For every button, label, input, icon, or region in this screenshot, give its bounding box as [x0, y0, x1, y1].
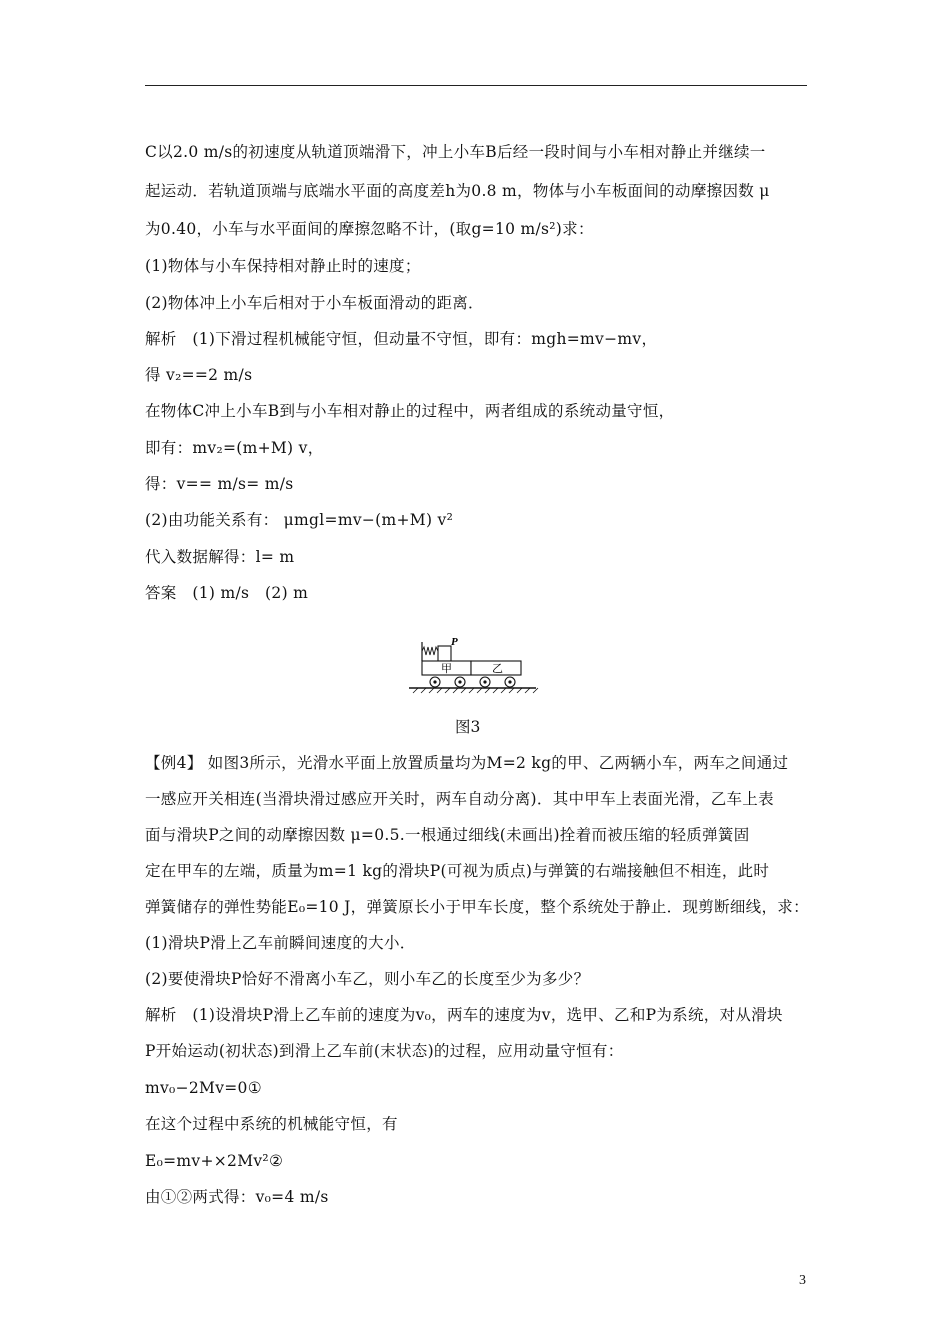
text-line: 由①②两式得：v₀=4 m/s	[145, 1188, 329, 1206]
text-line: 一感应开关相连(当滑块滑过感应开关时，两车自动分离)．其中甲车上表面光滑，乙车上表	[145, 790, 774, 808]
wheels	[430, 677, 515, 687]
text-line: (1)物体与小车保持相对静止时的速度；	[145, 257, 421, 275]
text-line: (2)由功能关系有： μmgl=mv−(m+M) v²	[145, 511, 454, 529]
text-line: 解析 (1)下滑过程机械能守恒，但动量不守恒，即有：mgh=mv−mv，	[145, 330, 658, 348]
header-rule	[145, 85, 807, 86]
text-line: 弹簧储存的弹性势能E₀=10 J，弹簧原长小于甲车长度，整个系统处于静止．现剪断细线，求：	[145, 898, 809, 916]
text-line: (1)滑块P滑上乙车前瞬间速度的大小．	[145, 934, 416, 952]
ground-hatching	[413, 688, 538, 693]
label-yi: 乙	[492, 662, 503, 675]
text-line: 为0.40，小车与水平面间的摩擦忽略不计，(取g=10 m/s²)求：	[145, 220, 594, 238]
text-line: 代入数据解得：l= m	[145, 548, 295, 566]
text-line: 即有：mv₂=(m+M) v，	[145, 439, 324, 457]
text-line: 定在甲车的左端，质量为m=1 kg的滑块P(可视为质点)与弹簧的右端接触但不相连，此时	[145, 862, 770, 880]
text-line: 得 v₂==2 m/s	[145, 366, 253, 384]
text-line: P开始运动(初状态)到滑上乙车前(末状态)的过程，应用动量守恒有：	[145, 1042, 624, 1060]
text-line: E₀=mv+×2Mv²②	[145, 1152, 284, 1170]
page-number: 3	[799, 1273, 806, 1288]
text-line: 在这个过程中系统的机械能守恒，有	[145, 1115, 398, 1133]
text-line: C以2.0 m/s的初速度从轨道顶端滑下，冲上小车B后经一段时间与小车相对静止并继续一	[145, 143, 766, 161]
text-line: 起运动．若轨道顶端与底端水平面的高度差h为0.8 m，物体与小车板面间的动摩擦因数 μ	[145, 182, 770, 200]
text-line: 解析 (1)设滑块P滑上乙车前的速度为v₀，两车的速度为v，选甲、乙和P为系统，对从滑块	[145, 1006, 783, 1024]
text-line: (2)要使滑块P恰好不滑离小车乙，则小车乙的长度至少为多少？	[145, 970, 590, 988]
text-line: 得：v== m/s= m/s	[145, 475, 294, 493]
figure-caption: 图3	[455, 718, 481, 736]
slider-block-p	[438, 646, 451, 661]
text-line: (2)物体冲上小车后相对于小车板面滑动的距离．	[145, 294, 484, 312]
text-line: 答案 (1) m/s (2) m	[145, 584, 309, 602]
text-line: 面与滑块P之间的动摩擦因数 μ=0.5.一根通过细线(未画出)拴着而被压缩的轻质弹簧固	[145, 826, 750, 844]
text-line: 【例4】 如图3所示，光滑水平面上放置质量均为M=2 kg的甲、乙两辆小车，两车之间通过	[145, 754, 789, 772]
text-line: mv₀−2Mv=0①	[145, 1079, 262, 1097]
spring	[422, 647, 438, 655]
label-p: P	[451, 636, 458, 648]
label-jia: 甲	[441, 662, 452, 675]
text-line: 在物体C冲上小车B到与小车相对静止的过程中，两者组成的系统动量守恒，	[145, 402, 675, 420]
cart-diagram	[405, 635, 540, 697]
